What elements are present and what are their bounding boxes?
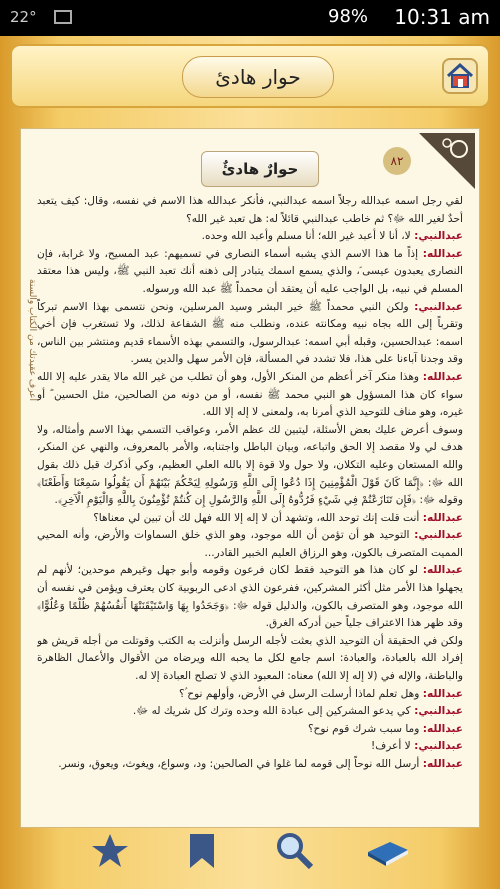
speaker-label: عبدالله: — [422, 247, 463, 260]
paragraph — [37, 686, 463, 704]
speaker-label: عبدالله: — [422, 722, 463, 735]
paragraph-text: ولكن النبي محمداً ﷺ خير البشر وسيد المرسلين، ونحن نتسمى بهذا الاسم تبركاً وتقرباً إلى الله بجاه نبيه ومكانته عنده، ونطلب منه ﷺ الشفاعة لذلك، ولا تستغرب فإن أخي اسمه: عبدالحسين، وقبله أبي اسمه: عبدالرسول، والتسمي بهذه الأسماء قديم ومنتشر بين الناس، وقد وجدنا آباءنا على هذا، فلا تشدد في المسألة، فإن الأمر سهل والدين يسر. — [37, 300, 463, 366]
page-number: ٨٢ — [383, 147, 411, 175]
home-icon — [444, 60, 476, 92]
temperature: 22° — [10, 8, 37, 26]
article-body — [37, 193, 463, 823]
paragraph — [37, 562, 463, 632]
speaker-label: عبدالله: — [422, 758, 463, 770]
speaker-label: عبدالنبي: — [414, 740, 463, 753]
speaker-label: عبدالله: — [422, 687, 463, 700]
paragraph-text: أرسل الله نوحاً إلى قومه لما غلوا في الصالحين: ود، وسواع، ويغوث، ويعوق، ونسر. — [58, 758, 420, 770]
paragraph — [37, 756, 463, 774]
paragraph — [37, 527, 463, 562]
paragraph-text: وسوف أعرض عليك بعض الأسئلة، ليتبين لك عظم الأمر، وعواقب التسمي بهذا الاسم وأمثاله، ولا هدف لي ولا مقصد إلا الحق واتباعه، وبيان الباطل واجتنابه، والأمر بالمعروف، والنهي عن المنكر، والله المستعان وعليه التكلان، ولا حول ولا قوة إلا بالله العلي العظيم، وكي أذكرك قبل ذلك بقول الله ﷻ: ﴿إِنَّمَا كَانَ قَوْلَ الْمُؤْمِنِينَ إِذَا دُعُوا إِلَى اللَّهِ وَرَسُولِهِ لِيَحْكُمَ بَيْنَهُمْ أَن يَقُولُوا سَمِعْنَا وَأَطَعْنَا﴾ وقوله ﷻ: ﴿فَإِن تَنَازَعْتُمْ فِي شَيْءٍ فَرُدُّوهُ إِلَى اللَّهِ وَالرَّسُولِ إِن كُنتُمْ تُؤْمِنُونَ بِاللَّهِ وَالْيَوْمِ الْآخِرِ﴾. — [37, 423, 463, 507]
paragraph-text: أنت قلت إنك توحد الله، وتشهد أن لا إله إلا الله فهل لك أن تبين لي معناها؟ — [93, 511, 420, 524]
paragraph — [37, 422, 463, 510]
favorites-button[interactable] — [90, 830, 130, 870]
speaker-label: عبدالنبي: — [414, 300, 463, 313]
paragraph-text: وما سبب شرك قوم نوح؟ — [307, 722, 420, 735]
bottom-toolbar — [0, 818, 500, 889]
paragraph — [37, 703, 463, 721]
section-heading: حوارٌ هادئٌ — [201, 151, 319, 187]
title-bar — [10, 44, 490, 108]
paragraph — [37, 721, 463, 739]
paragraph-text: لا، أنا لا أعبد غير الله؛ أنا مسلم وأعبد الله وحده. — [201, 230, 411, 243]
ornament-corner-icon — [419, 133, 475, 189]
search-icon — [274, 830, 314, 870]
paragraph-text: إذاً ما هذا الاسم الذي يشبه أسماء النصارى في تسميهم: عبد المسيح، ولا غرابة، فإن النصارى يعبدون عيسى ؑ، والذي يسمع اسمك يتبادر إلى ذهنه أنك تعبد النبي ﷺ، وليس هذا معتقد المسلم في نبيه، بل الواجب عليه أن يعتقد أن محمداً ﷺ عبد الله ورسوله. — [37, 247, 463, 295]
speaker-label: عبدالنبي: — [414, 230, 463, 243]
paragraph-text: ولكن في الحقيقة أن التوحيد الذي بعثت لأجله الرسل وأنزلت به الكتب وقوتلت من أجله قريش هو إفراد الله بالعبادة، والعبادة: اسم جامع لكل ما يحبه الله ويرضاه من الأقوال والأعمال الظاهرة والباطنة، والإله في (لا إله إلا الله) معناه: المعبود الذي لا تصلح العبادة إلا له. — [37, 634, 463, 683]
speaker-label: عبدالله: — [422, 511, 463, 524]
paragraph-text: لقي رجل اسمه عبدالله رجلاً اسمه عبدالنبي، فأنكر عبدالله هذا الاسم في نفسه، وقال: كيف يتعبد أحدٌ لغير الله ﷻ؟ ثم خاطب عبدالنبي قائلاً له: هل تعبد غير الله؟ — [37, 195, 463, 225]
bookmark-button[interactable] — [182, 830, 222, 870]
image-icon — [54, 10, 72, 24]
paragraph — [37, 510, 463, 528]
paragraph-text: كي يدعو المشركين إلى عبادة الله وحده وترك كل شريك له ﷻ. — [132, 705, 411, 718]
bookmark-icon — [182, 830, 222, 870]
star-icon — [90, 830, 130, 870]
speaker-label: عبدالله: — [422, 564, 463, 577]
paragraph — [37, 633, 463, 686]
speaker-label: عبدالنبي: — [414, 529, 463, 542]
paragraph — [37, 246, 463, 299]
book-icon — [366, 830, 410, 870]
paragraph-text: وهل تعلم لماذا أرسلت الرسل في الأرض، وأولهم نوح ؑ؟ — [178, 687, 420, 700]
book-page — [20, 128, 480, 828]
paragraph-text: وهذا منكر آخر أعظم من المنكر الأول، وهو أن تطلب من غير الله مالا يقدر عليه إلا الله سواء كان هذا المسؤول هو النبي محمد ﷺ نفسه، أو من دونه من الصالحين، مثل الحسين ؓ أو غيره، وهو مناف للتوحيد الذي أمرنا به، ولمعنى لا إله إلا الله. — [37, 370, 463, 419]
search-button[interactable] — [274, 830, 314, 870]
page-title: حوار هادئ — [182, 56, 334, 98]
paragraph-text: التوحيد هو أن تؤمن أن الله موجود، وهو الذي خلق السماوات والأرض، وأنه المحيي المميت المتصرف بالكون، وهو الرزاق العليم الخبير القادر... — [37, 529, 463, 559]
paragraph-text: لا أعرف! — [370, 740, 411, 753]
home-button[interactable] — [442, 58, 478, 94]
battery-level: 98% — [328, 6, 369, 27]
clock: 10:31 am — [394, 5, 490, 29]
paragraph — [37, 193, 463, 228]
paragraph-text: لو كان هذا هو التوحيد فقط لكان فرعون وقومه وأبو جهل وغيرهم موحدين؛ لأنهم لم يجهلوا هذا الأمر مثل أكثر المشركين، ففرعون الذي ادعى الربوبية كان يعترف ويؤمن في نفسه أن الله موجود، وهو المتصرف بالكون، والدليل قوله ﷻ: ﴿وَجَحَدُوا بِهَا وَاسْتَيْقَنَتْهَا أَنفُسُهُمْ ظُلْمًا وَعُلُوًّا﴾ وقد ظهر هذا الاعتراف جلياً حين أدركه الغرق. — [37, 564, 463, 630]
speaker-label: عبدالله: — [422, 370, 463, 383]
paragraph — [37, 228, 463, 246]
speaker-label: عبدالنبي: — [414, 705, 463, 718]
status-bar — [0, 0, 500, 36]
paragraph — [37, 738, 463, 756]
paragraph — [37, 299, 463, 369]
contents-button[interactable] — [366, 830, 406, 870]
paragraph — [37, 369, 463, 422]
side-caption: اعرف عقيدتك من الكتاب والسنة — [27, 279, 37, 402]
